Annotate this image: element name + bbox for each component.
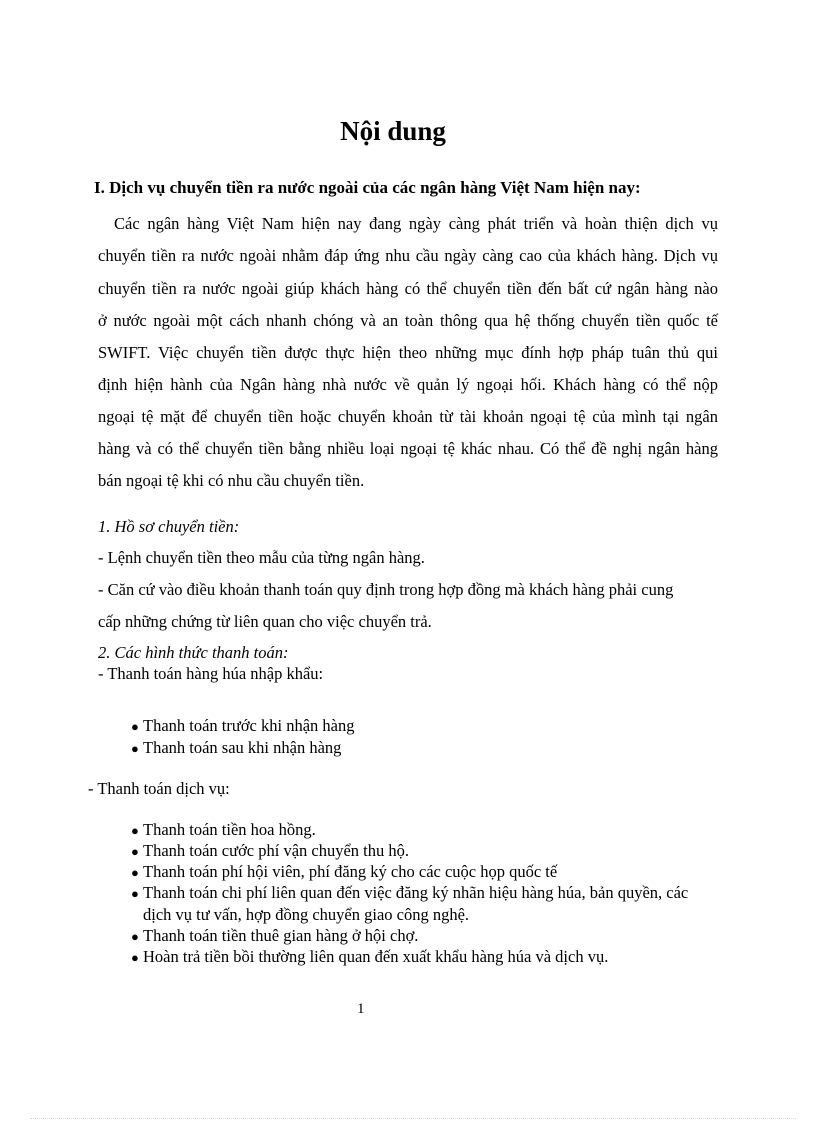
- bullet-icon: ●: [131, 865, 139, 880]
- subsection-1-heading: 1. Hồ sơ chuyển tiền:: [98, 517, 240, 536]
- dossier-line: - Lệnh chuyển tiền theo mẫu của từng ngân hàng.: [98, 548, 425, 567]
- page-number: 1: [357, 1001, 365, 1017]
- list-item-text: Thanh toán tiền hoa hồng.: [143, 820, 316, 839]
- list-item: [131, 820, 316, 840]
- list-item-continuation: dịch vụ tư vấn, hợp đồng chuyển giao công nghệ.: [143, 905, 470, 924]
- list-item: [131, 883, 688, 903]
- list-item: [131, 862, 557, 882]
- list-item: [131, 841, 409, 861]
- paragraph-line: ở nước ngoài một cách nhanh chóng và an toàn thông qua hệ thống chuyển tiền quốc tế: [98, 311, 718, 330]
- services-payment-label: - Thanh toán dịch vụ:: [88, 779, 230, 798]
- list-item-text: Thanh toán cước phí vận chuyển thu hộ.: [143, 841, 410, 860]
- list-item: [131, 738, 341, 758]
- goods-payment-label: - Thanh toán hàng húa nhập khẩu:: [98, 664, 324, 683]
- list-item-text: Thanh toán phí hội viên, phí đăng ký cho các cuộc họp quốc tế: [143, 862, 558, 881]
- list-item-text: Thanh toán trước khi nhận hàng: [143, 716, 355, 735]
- paragraph-line: ngoại tệ mặt để chuyển tiền hoặc chuyển khoản từ tài khoản ngoại tệ của mình tại ngân: [98, 407, 718, 426]
- paragraph-line: hàng và có thể chuyển tiền bằng nhiều loại ngoại tệ khác nhau. Có thể đề nghị ngân hàng: [98, 439, 718, 458]
- bullet-icon: ●: [131, 950, 139, 965]
- section-heading: I. Dịch vụ chuyển tiền ra nước ngoài của các ngân hàng Việt Nam hiện nay:: [94, 178, 641, 197]
- list-item: [131, 947, 608, 967]
- list-item-text: Thanh toán sau khi nhận hàng: [143, 738, 342, 757]
- dossier-line: - Căn cứ vào điều khoản thanh toán quy định trong hợp đồng mà khách hàng phải cung: [98, 580, 674, 599]
- paragraph-line: định hiện hành của Ngân hàng nhà nước về quản lý ngoại hối. Khách hàng có thể nộp: [98, 375, 718, 394]
- list-item: [131, 926, 418, 946]
- paragraph-line: chuyển tiền ra nước ngoài nhằm đáp ứng nhu cầu ngày càng cao của khách hàng. Dịch vụ: [98, 246, 718, 265]
- list-item-text: Thanh toán tiền thuê gian hàng ở hội chợ.: [143, 926, 419, 945]
- list-item: [131, 716, 355, 736]
- page-divider: [30, 1118, 796, 1119]
- paragraph-line: chuyển tiền ra nước ngoài giúp khách hàng có thể chuyển tiền đến bất cứ ngân hàng nào: [98, 279, 718, 298]
- bullet-icon: ●: [131, 741, 139, 756]
- list-item-text: Hoàn trả tiền bồi thường liên quan đến xuất khẩu hàng húa và dịch vụ.: [143, 947, 609, 966]
- bullet-icon: ●: [131, 719, 139, 734]
- document-title: Nội dung: [340, 116, 446, 146]
- paragraph-line: Các ngân hàng Việt Nam hiện nay đang ngày càng phát triển và hoàn thiện dịch vụ: [114, 214, 718, 233]
- bullet-icon: ●: [131, 823, 139, 838]
- dossier-line: cấp những chứng từ liên quan cho việc chuyển trả.: [98, 612, 432, 631]
- bullet-icon: ●: [131, 886, 139, 901]
- list-item-text: Thanh toán chi phí liên quan đến việc đăng ký nhãn hiệu hàng húa, bản quyền, các: [143, 883, 689, 902]
- paragraph-line: bán ngoại tệ khi có nhu cầu chuyển tiền.: [98, 471, 365, 490]
- paragraph-line: SWIFT. Việc chuyển tiền được thực hiện theo những mục đính hợp pháp tuân thủ qui: [98, 343, 718, 362]
- bullet-icon: ●: [131, 844, 139, 859]
- bullet-icon: ●: [131, 929, 139, 944]
- subsection-2-heading: 2. Các hình thức thanh toán:: [98, 643, 289, 662]
